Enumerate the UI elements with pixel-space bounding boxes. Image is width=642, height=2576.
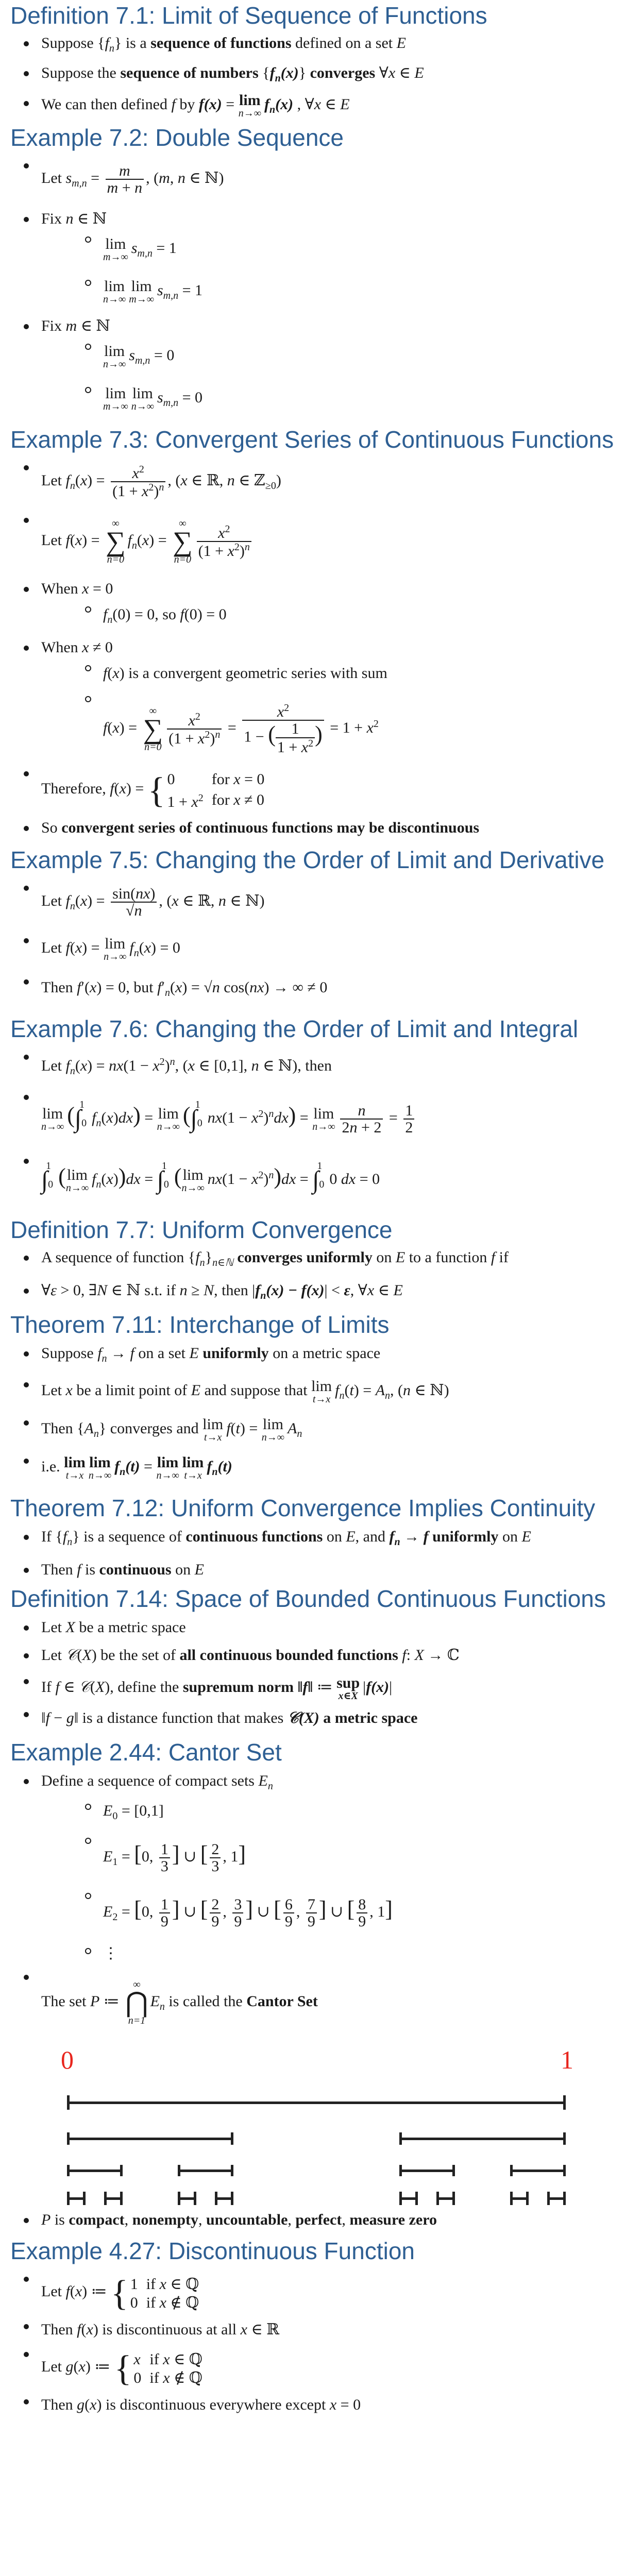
section-title-ex-4-27: Example 4.27: Discontinuous Function [10, 2238, 415, 2264]
list-item: lim n→∞ lim m→∞ $s_{m,n} = 1$ [41, 273, 632, 314]
cantor-endpoint-tick [399, 2192, 402, 2205]
list-item: $E_2 = [0$, $\frac{1}{9}$ ] ∪ [ $\frac{2}{9}$ , $\frac{3}{9}$ ] ∪ [ $\frac{6}{9}$ , $\frac{7}{9}$ ] ∪ [ $\frac{8}{9}$ , 1] [41, 1886, 632, 1941]
section-title-thm-7-11: Theorem 7.11: Interchange of Limits [10, 1311, 390, 1338]
cantor-segment [399, 2138, 566, 2140]
list-item: i.e. lim t→x lim n→∞ $f_n(t)$ = lim n→∞ lim t→x $f_n(t)$ [10, 1450, 632, 1488]
def-7-1-list [10, 33, 632, 120]
cantor-endpoint-tick [399, 2165, 402, 2176]
cantor-endpoint-tick [67, 2192, 70, 2205]
list-item: Let f(x) = lim n→∞ $f_n(x) = 0$ [10, 930, 632, 971]
sublist [41, 229, 632, 314]
thm-7-12-list [10, 1527, 632, 1580]
list-item: Suppose $\{f_n\}$ is a sequence of functions defined on a set E [10, 33, 632, 59]
ex-7-6-list [10, 1046, 632, 1209]
list-item: Let g(x) ≔ { x if x ∈ ℚ 0 if x ∉ ℚ [10, 2344, 632, 2391]
list-item: Therefore, f(x) = { 0 for x = 0 $1 + x^2$ for x ≠ 0 [10, 763, 632, 816]
list-item: Let $f_n(x)$ = $\frac{\sin(nx)}{√n}$ , (x ∈ ℝ, n ∈ ℕ) [10, 877, 632, 930]
list-item: Let $s_{m,n}$ = $\frac{m}{m + n}$ , (m, n ∈ ℕ) [10, 155, 632, 207]
list-item: Then $\{A_n\}$ converges and lim t→x f(t) = lim n→∞ $A_n$ [10, 1412, 632, 1450]
list-item: We can then defined f by f(x) = lim n→∞ $f_n(x)$ , ∀x ∈ E [10, 93, 632, 120]
ex-4-27-list [10, 2268, 632, 2419]
cantor-endpoint-tick [83, 2192, 86, 2205]
cantor-endpoint-tick [547, 2192, 550, 2205]
list-item: P is compact, nonempty, uncountable, perfect, measure zero [10, 2210, 632, 2230]
list-item: Let f(x) ≔ { 1 if x ∈ ℚ 0 if x ∉ ℚ [10, 2268, 632, 2316]
cantor-endpoint-tick [67, 2095, 70, 2110]
list-item: If $\{f_n\}$ is a sequence of continuous functions on E, and $f_n \to f$ uniformly on E [10, 1527, 632, 1552]
list-item: The set P ≔ ∞ ⋂ n=1 $E_n$ is called the Cantor Set [10, 1967, 632, 2042]
cantor-endpoint-tick [178, 2192, 180, 2205]
list-item: Let f(x) = ∞ ∑ n=0 $f_n(x)$ = ∞ ∑ n=0 $\frac{x^2}{(1 + x^2)^n}$ [10, 510, 632, 577]
list-item: ‖f − g‖ is a distance function that makes 𝒞(X) a metric space [10, 1704, 632, 1733]
def-7-14-list [10, 1617, 632, 1733]
thm-7-11-list [10, 1343, 632, 1488]
cantor-endpoint-tick [231, 2132, 233, 2145]
list-item: Let X be a metric space [10, 1617, 632, 1638]
list-item: Then g(x) is discontinuous everywhere except x = 0 [10, 2391, 632, 2419]
list-item: So convergent series of continuous functions may be discontinuous [10, 818, 632, 838]
list-item: f(x) is a convergent geometric series with sum [41, 658, 632, 689]
cantor-endpoint-tick [452, 2165, 455, 2176]
ex-2-44-list [10, 1771, 632, 2042]
list-item: f(x) = ∞ ∑ n=0 $\frac{x^2}{(1 + x^2)^n}$ = $x^2$ 1 − ( $\frac{1}{1 + x^2}$ ) = $1 + x^2$ [41, 689, 632, 763]
cantor-endpoint-tick [526, 2192, 529, 2205]
ex-2-44-conclusion [10, 2210, 632, 2230]
section-title-def-7-14: Definition 7.14: Space of Bounded Continuous Functions [10, 1585, 606, 1612]
list-item: A sequence of function $\{f_n\}_{n\in ℕ}$ converges uniformly on E to a function f if [10, 1247, 632, 1273]
cantor-endpoint-tick [510, 2192, 513, 2205]
sublist [41, 599, 632, 635]
ex-7-5-list [10, 877, 632, 1009]
cantor-endpoint-tick [231, 2192, 233, 2205]
list-item: If f ∈ 𝒞(X), define the supremum norm ‖f‖ ≔ sup x∈X |f(x)| [10, 1671, 632, 1704]
section-title-def-7-7: Definition 7.7: Uniform Convergence [10, 1216, 393, 1243]
cantor-endpoint-tick [231, 2165, 233, 2176]
list-item: Let $f_n(x) = nx(1 - x^2)^n$, (x ∈ [0,1], n ∈ ℕ), then [10, 1046, 632, 1087]
list-item: $E_0 = [0,1]$ [41, 1797, 632, 1831]
cantor-endpoint-tick [178, 2165, 180, 2176]
cantor-segment [399, 2170, 455, 2172]
def-7-7-list [10, 1247, 632, 1306]
ex-7-2-list [10, 155, 632, 421]
list-item: Let x be a limit point of E and suppose that lim t→x $f_n(t) = A_n$, (n ∈ ℕ) [10, 1374, 632, 1412]
list-item: Then f′(x) = 0, but $f'_n(x) = √n$ cos(nx) → ∞ ≠ 0 [10, 971, 632, 1009]
cantor-endpoint-tick [415, 2192, 418, 2205]
cantor-endpoint-tick [120, 2165, 123, 2176]
cantor-endpoint-tick [399, 2132, 402, 2145]
cantor-endpoint-tick [563, 2165, 566, 2176]
list-item: lim m→∞ lim n→∞ $s_{m,n} = 0$ [41, 380, 632, 421]
cantor-endpoint-tick [67, 2165, 70, 2176]
list-item: Let $f_n(x)$ = $\frac{x^2}{(1 + x^2)^n}$ , (x ∈ ℝ, n ∈ ℤ$_{\ge 0}$) [10, 457, 632, 510]
list-item: Then f is continuous on E [10, 1560, 632, 1580]
cantor-label-one: 1 [561, 2045, 573, 2074]
cantor-label-zero: 0 [61, 2045, 74, 2074]
cantor-endpoint-tick [563, 2192, 566, 2205]
section-title-ex-7-2: Example 7.2: Double Sequence [10, 124, 344, 151]
sublist [41, 336, 632, 421]
cantor-segment [67, 2102, 566, 2104]
cantor-segment [67, 2138, 233, 2140]
cantor-endpoint-tick [563, 2095, 566, 2110]
list-item: Fix m ∈ ℕ lim n→∞ $s_{m,n} = 0$ lim m→∞ lim n→∞ $s_{m,n} = 0$ [10, 316, 632, 421]
cantor-endpoint-tick [104, 2192, 107, 2205]
cantor-endpoint-tick [452, 2192, 455, 2205]
cantor-endpoint-tick [436, 2192, 439, 2205]
cantor-endpoint-tick [67, 2132, 70, 2145]
list-item: ⋮ [41, 1941, 632, 1967]
list-item: $f_n(0) = 0$, so f(0) = 0 [41, 599, 632, 635]
cantor-endpoint-tick [563, 2132, 566, 2145]
document-page [0, 1, 642, 2576]
list-item: lim n→∞ $(\int_0^1f_n(x)dx)$ = lim n→∞ $(\int_0^1nx(1 - x^2)^ndx)$ = lim n→∞ $\frac{n}{2n + 2}$ = $\frac{1}{2}$ [10, 1087, 632, 1150]
list-item: lim n→∞ $s_{m,n} = 0$ [41, 336, 632, 380]
list-item: $E_1 = [0$, $\frac{1}{3}$ ] ∪ [ $\frac{2}{3}$ , 1] [41, 1831, 632, 1886]
cantor-set-figure [10, 2045, 632, 2210]
section-title-ex-7-3: Example 7.3: Convergent Series of Continuous Functions [10, 426, 614, 453]
cantor-endpoint-tick [120, 2192, 123, 2205]
list-item: When x = 0 $f_n(0) = 0$, so f(0) = 0 [10, 579, 632, 635]
list-item: When x ≠ 0 f(x) is a convergent geometric series with sum f(x) = ∞ ∑ n=0 $\frac{x^2}{(1 + x^2)^n}$ = $x^2$ 1 − ( $\frac{1}{1 + x^2}$ ) = $1 + x^2$ [10, 637, 632, 763]
list-item: $\int_0^1$ ( lim n→∞ $f_n(x))dx = \int_0^1$ ( lim n→∞ $nx(1 - x^2)^n)dx = \int_0^10$ dx = 0 [10, 1150, 632, 1209]
list-item: lim m→∞ $s_{m,n} = 1$ [41, 229, 632, 273]
ex-7-3-list [10, 457, 632, 838]
section-title-ex-7-5: Example 7.5: Changing the Order of Limit and Derivative [10, 846, 605, 873]
list-item: Fix n ∈ ℕ lim m→∞ $s_{m,n} = 1$ lim n→∞ lim m→∞ $s_{m,n} = 1$ [10, 209, 632, 314]
section-title-thm-7-12: Theorem 7.12: Uniform Convergence Implies Continuity [10, 1495, 596, 1521]
list-item: Then f(x) is discontinuous at all x ∈ ℝ [10, 2316, 632, 2344]
cantor-endpoint-tick [215, 2192, 217, 2205]
cantor-segment [178, 2170, 233, 2172]
list-item: Suppose $f_n \to f$ on a set E uniformly on a metric space [10, 1343, 632, 1369]
section-title-def-7-1: Definition 7.1: Limit of Sequence of Functions [10, 2, 487, 29]
list-item: Let 𝒞(X) be the set of all continuous bounded functions f: X → ℂ [10, 1645, 632, 1666]
list-item: Define a sequence of compact sets $E_n$ $E_0 = [0,1]$ $E_1 = [0$, $\frac{1}{3}$ ] ∪ [ $\frac{2}{3}$ , 1] $E_2 = [0$, $\frac{1}{9}$ ] ∪ [ $\frac{2}{9}$ , $\frac{3}{9}$ ] ∪ [ $\frac{6}{9}$ , $\frac{7}{9}$ ] ∪ [ $\frac{8}{9}$ , 1] ⋮ [10, 1771, 632, 1967]
sublist [41, 658, 632, 763]
cantor-endpoint-tick [510, 2165, 513, 2176]
cantor-segment [510, 2170, 566, 2172]
cantor-segment [67, 2170, 123, 2172]
section-title-ex-7-6: Example 7.6: Changing the Order of Limit and Integral [10, 1015, 579, 1042]
list-item: ∀ε > 0, ∃N ∈ ℕ s.t. if n ≥ N, then $|f_n(x) - f(x)| < \varepsilon$, ∀x ∈ E [10, 1280, 632, 1306]
sublist [41, 1797, 632, 1967]
list-item: Suppose the sequence of numbers $\{f_n(x)\}$ converges ∀x ∈ E [10, 63, 632, 89]
section-title-ex-2-44: Example 2.44: Cantor Set [10, 1739, 282, 1766]
cantor-endpoint-tick [194, 2192, 196, 2205]
